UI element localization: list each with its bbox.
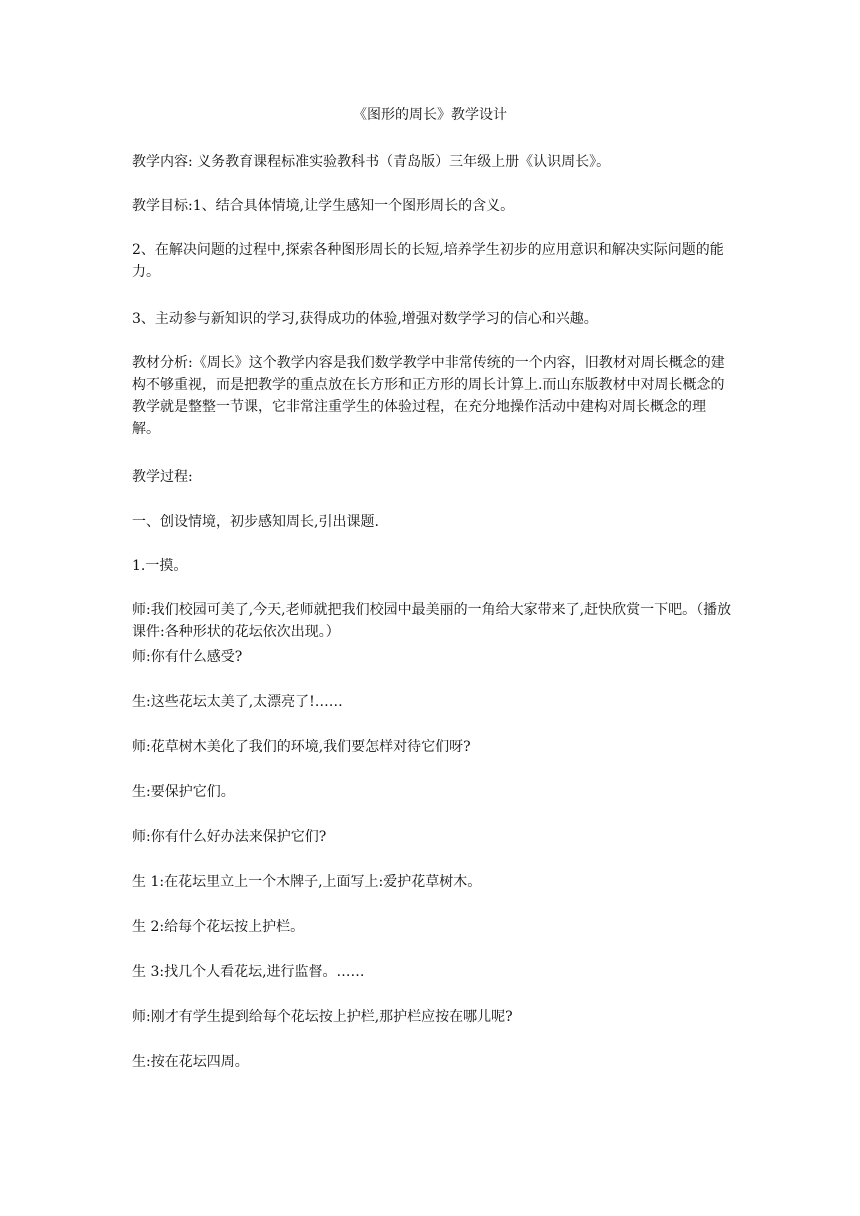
paragraph-student-answer-final: 生:按在花坛四周。 <box>132 1054 249 1070</box>
paragraph-teacher-question-3: 师:你有什么好办法来保护它们? <box>132 829 327 845</box>
paragraph-student-answer-1: 生:这些花坛太美了,太漂亮了!…… <box>132 694 343 710</box>
paragraph-student-3-answer: 生 3:找几个人看花坛,进行监督。…… <box>132 964 365 980</box>
paragraph-student-answer-2: 生:要保护它们。 <box>132 784 235 800</box>
paragraph-student-2-answer: 生 2:给每个花坛按上护栏。 <box>132 919 305 935</box>
document-title: 《图形的周长》教学设计 <box>353 107 507 123</box>
paragraph-section-one-heading: 一、创设情境，初步感知周长,引出课题. <box>132 514 379 530</box>
paragraph-teacher-question-1: 师:你有什么感受? <box>132 649 243 665</box>
paragraph-student-1-answer: 生 1:在花坛里立上一个木牌子,上面写上:爱护花草树木。 <box>132 874 482 890</box>
paragraph-teacher-intro: 师:我们校园可美了,今天,老师就把我们校园中最美丽的一角给大家带来了,赶快欣赏一下吧。（播放课件:各种形状的花坛依次出现。） <box>132 602 732 640</box>
paragraph-teacher-question-2: 师:花草树木美化了我们的环境,我们要怎样对待它们呀? <box>132 739 471 755</box>
paragraph-teaching-goal-1: 教学目标:1、结合具体情境,让学生感知一个图形周长的含义。 <box>132 198 515 214</box>
paragraph-material-analysis: 教材分析:《周长》这个教学内容是我们数学教学中非常传统的一个内容，旧教材对周长概念的建构不够重视，而是把教学的重点放在长方形和正方形的周长计算上.而山东版教材中对周长概念的教学就是整整一节课，它非常注重学生的体验过程，在充分地操作活动中建构对周长概念的理解。 <box>132 355 725 437</box>
paragraph-step-one: 1.一摸。 <box>132 558 188 574</box>
paragraph-teacher-question-4: 师:刚才有学生提到给每个花坛按上护栏,那护栏应按在哪儿呢? <box>132 1009 513 1025</box>
paragraph-teaching-process-heading: 教学过程: <box>132 469 193 485</box>
paragraph-teaching-goal-2: 2、在解决问题的过程中,探索各种图形周长的长短,培养学生初步的应用意识和解决实际问题的能力。 <box>132 242 724 280</box>
paragraph-teaching-goal-3: 3、主动参与新知识的学习,获得成功的体验,增强对数学学习的信心和兴趣。 <box>132 311 598 327</box>
paragraph-teaching-content: 教学内容: 义务教育课程标准实验教科书（青岛版）三年级上册《认识周长》。 <box>132 154 611 170</box>
